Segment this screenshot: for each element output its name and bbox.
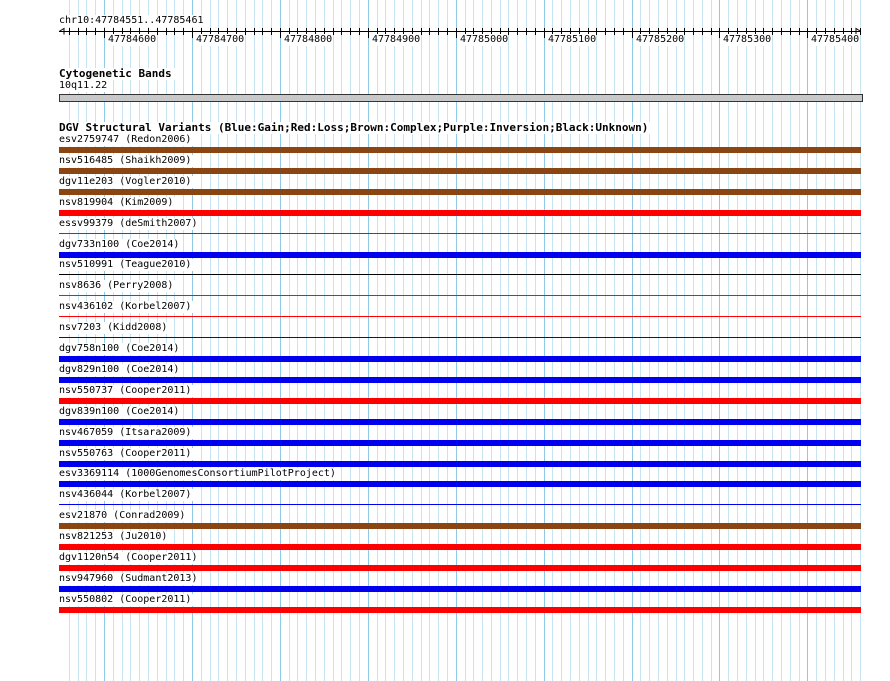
variant-label[interactable]: nsv436044 (Korbel2007) (59, 489, 194, 501)
variant-label[interactable]: dgv829n100 (Coe2014) (59, 364, 182, 376)
ruler-tick-label: 47785300 (723, 34, 772, 45)
ruler-tick-label: 47785400 (811, 34, 860, 45)
variant-bar[interactable] (59, 544, 861, 550)
ruler-tick-label: 47785000 (460, 34, 509, 45)
variant-bar[interactable] (59, 252, 861, 258)
variant-bar[interactable] (59, 356, 861, 362)
variant-label[interactable]: nsv947960 (Sudmant2013) (59, 573, 200, 585)
variant-label[interactable]: nsv819904 (Kim2009) (59, 197, 176, 209)
ruler-tick-label: 47784800 (284, 34, 333, 45)
ruler-tick-label: 47784600 (108, 34, 157, 45)
variant-bar[interactable] (59, 233, 861, 234)
ruler-tick-label: 47785100 (548, 34, 597, 45)
variant-label[interactable]: nsv467059 (Itsara2009) (59, 427, 194, 439)
variant-bar[interactable] (59, 377, 861, 383)
variant-bar[interactable] (59, 398, 861, 404)
variant-bar[interactable] (59, 168, 861, 174)
variant-label[interactable]: dgv839n100 (Coe2014) (59, 406, 182, 418)
ruler-tick-label: 47784700 (196, 34, 245, 45)
variant-label[interactable]: nsv8636 (Perry2008) (59, 280, 176, 292)
variant-label[interactable]: esv21870 (Conrad2009) (59, 510, 188, 522)
variant-label[interactable]: dgv733n100 (Coe2014) (59, 239, 182, 251)
variant-label[interactable]: nsv821253 (Ju2010) (59, 531, 170, 543)
variant-bar[interactable] (59, 147, 861, 153)
variant-bar[interactable] (59, 316, 861, 317)
variant-label[interactable]: esv3369114 (1000GenomesConsortiumPilotProject) (59, 468, 339, 480)
ruler-range-label: chr10:47784551..47785461 (59, 15, 207, 27)
cytoband-label: 10q11.22 (59, 80, 110, 92)
variant-bar[interactable] (59, 504, 861, 505)
variant-bar[interactable] (59, 274, 861, 275)
variant-label[interactable]: nsv550763 (Cooper2011) (59, 448, 194, 460)
variant-label[interactable]: dgv11e203 (Vogler2010) (59, 176, 194, 188)
ruler-tick-label: 47785200 (636, 34, 685, 45)
variant-label[interactable]: nsv550737 (Cooper2011) (59, 385, 194, 397)
variant-bar[interactable] (59, 210, 861, 216)
variant-bar[interactable] (59, 586, 861, 592)
variant-bar[interactable] (59, 607, 861, 613)
variant-bar[interactable] (59, 419, 861, 425)
variant-label[interactable]: nsv7203 (Kidd2008) (59, 322, 170, 334)
variant-bar[interactable] (59, 461, 861, 467)
variant-bar[interactable] (59, 565, 861, 571)
variant-label[interactable]: dgv1120n54 (Cooper2011) (59, 552, 200, 564)
variant-label[interactable]: nsv516485 (Shaikh2009) (59, 155, 194, 167)
ruler-tick-label: 47784900 (372, 34, 421, 45)
variant-label[interactable]: essv99379 (deSmith2007) (59, 218, 200, 230)
variant-label[interactable]: nsv436102 (Korbel2007) (59, 301, 194, 313)
variant-label[interactable]: dgv758n100 (Coe2014) (59, 343, 182, 355)
variant-bar[interactable] (59, 523, 861, 529)
variant-label[interactable]: nsv550802 (Cooper2011) (59, 594, 194, 606)
dgv-track-title: DGV Structural Variants (Blue:Gain;Red:Loss;Brown:Complex;Purple:Inversion;Black:Unknown) (59, 122, 651, 134)
variant-bar[interactable] (59, 440, 861, 446)
variant-bar[interactable] (59, 189, 861, 195)
variant-bar[interactable] (59, 295, 861, 296)
variant-bar[interactable] (59, 337, 861, 338)
cytoband-ideogram[interactable] (59, 94, 863, 102)
variant-label[interactable]: esv2759747 (Redon2006) (59, 134, 194, 146)
variant-label[interactable]: nsv510991 (Teague2010) (59, 259, 194, 271)
cytoband-track-title: Cytogenetic Bands (59, 68, 175, 80)
variant-bar[interactable] (59, 481, 861, 487)
